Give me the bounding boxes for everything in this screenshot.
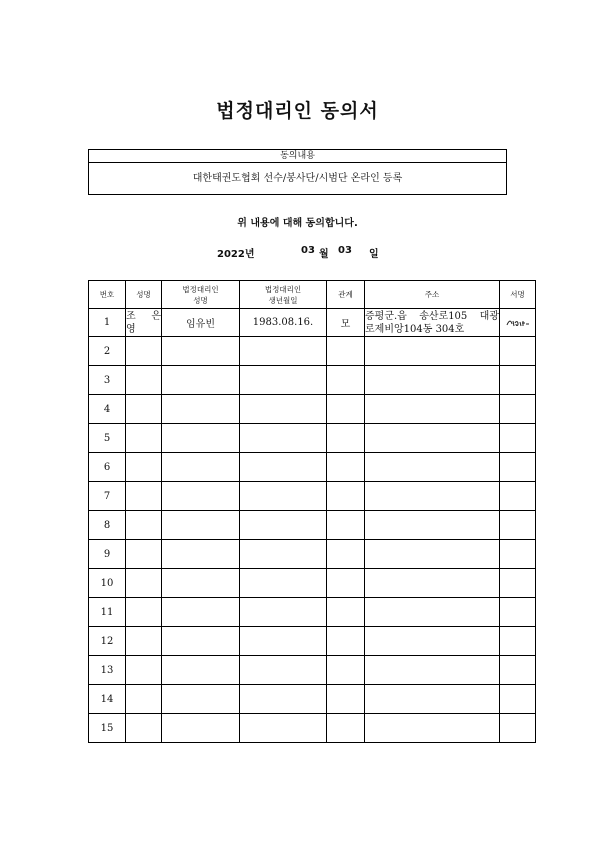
signature-mark [506,318,530,328]
cell-name [126,309,162,337]
table-row [89,714,536,743]
cell-signature[interactable] [500,366,536,395]
cell-signature[interactable] [500,337,536,366]
cell-address[interactable] [365,337,500,366]
consent-heading: 동의내용 [89,150,506,163]
cell-relation[interactable] [327,337,365,366]
cell-no: 2 [89,337,126,366]
table-row [89,540,536,569]
cell-name-line2: 영 [126,323,136,335]
cell-signature[interactable] [500,714,536,743]
cell-guardian-name[interactable] [162,453,240,482]
cell-name[interactable] [126,627,162,656]
cell-relation: 모 [327,309,365,337]
cell-name[interactable] [126,540,162,569]
table-row [89,482,536,511]
cell-signature[interactable] [500,395,536,424]
cell-name[interactable] [126,482,162,511]
cell-relation[interactable] [327,656,365,685]
cell-no: 8 [89,511,126,540]
table-row [89,685,536,714]
cell-guardian-birth[interactable] [240,598,327,627]
cell-guardian-name[interactable] [162,627,240,656]
cell-relation[interactable] [327,627,365,656]
cell-address-line2: 로제비앙104동 304호 [365,323,465,335]
header-guardian-birth [240,281,327,309]
cell-guardian-name: 임유빈 [162,309,240,337]
cell-signature[interactable] [500,598,536,627]
header-name: 성명 [126,281,162,309]
table-row [89,511,536,540]
table-row [89,395,536,424]
cell-name[interactable] [126,366,162,395]
cell-address[interactable] [365,540,500,569]
cell-relation[interactable] [327,714,365,743]
table-row [89,569,536,598]
cell-name-line1: 조 은 [126,310,161,322]
cell-guardian-birth[interactable] [240,569,327,598]
cell-guardian-name[interactable] [162,337,240,366]
cell-guardian-birth[interactable] [240,714,327,743]
cell-no: 1 [89,309,126,337]
date-year: 2022년 [217,249,255,260]
cell-name[interactable] [126,453,162,482]
cell-relation[interactable] [327,598,365,627]
cell-no: 13 [89,656,126,685]
cell-name[interactable] [126,569,162,598]
cell-relation[interactable] [327,511,365,540]
header-relation: 관계 [327,281,365,309]
cell-address[interactable] [365,656,500,685]
agreement-statement: 위 내용에 대해 동의합니다. [237,218,358,229]
cell-relation[interactable] [327,482,365,511]
cell-address[interactable] [365,598,500,627]
consent-box [88,149,507,195]
cell-name[interactable] [126,685,162,714]
cell-guardian-birth[interactable] [240,453,327,482]
table-row [89,627,536,656]
cell-address[interactable] [365,685,500,714]
cell-guardian-birth: 1983.08.16. [240,309,327,337]
cell-signature[interactable] [500,511,536,540]
cell-signature[interactable] [500,540,536,569]
cell-relation[interactable] [327,569,365,598]
cell-address[interactable] [365,424,500,453]
date-day-unit: 일 [369,249,379,260]
cell-name[interactable] [126,395,162,424]
cell-guardian-name[interactable] [162,424,240,453]
cell-guardian-birth[interactable] [240,366,327,395]
cell-relation[interactable] [327,453,365,482]
cell-address [365,309,500,337]
cell-relation[interactable] [327,685,365,714]
header-guardian-name-line1: 법정대리인 [182,284,219,294]
cell-guardian-name[interactable] [162,569,240,598]
header-guardian-birth-line2: 생년월일 [268,295,298,305]
cell-guardian-birth[interactable] [240,540,327,569]
date-day: 03 [338,245,352,256]
cell-guardian-birth[interactable] [240,424,327,453]
cell-signature [500,309,536,337]
cell-no: 4 [89,395,126,424]
cell-no: 11 [89,598,126,627]
cell-no: 9 [89,540,126,569]
cell-no: 14 [89,685,126,714]
table-header-row [89,281,536,309]
cell-guardian-name[interactable] [162,482,240,511]
cell-address[interactable] [365,714,500,743]
cell-relation[interactable] [327,540,365,569]
cell-guardian-name[interactable] [162,366,240,395]
table-row [89,453,536,482]
table-row [89,656,536,685]
cell-address[interactable] [365,511,500,540]
cell-guardian-birth[interactable] [240,685,327,714]
cell-guardian-name[interactable] [162,395,240,424]
cell-address[interactable] [365,627,500,656]
cell-no: 6 [89,453,126,482]
cell-signature[interactable] [500,482,536,511]
cell-address[interactable] [365,395,500,424]
document-title: 법정대리인 동의서 [216,100,379,122]
cell-signature[interactable] [500,453,536,482]
cell-guardian-birth[interactable] [240,482,327,511]
cell-address[interactable] [365,453,500,482]
cell-no: 15 [89,714,126,743]
table-row [89,337,536,366]
cell-signature[interactable] [500,424,536,453]
cell-no: 10 [89,569,126,598]
cell-name[interactable] [126,511,162,540]
cell-guardian-name[interactable] [162,540,240,569]
cell-relation[interactable] [327,366,365,395]
header-no: 번호 [89,281,126,309]
cell-signature[interactable] [500,656,536,685]
table-row [89,309,536,337]
cell-guardian-birth[interactable] [240,627,327,656]
cell-guardian-birth[interactable] [240,395,327,424]
cell-relation[interactable] [327,424,365,453]
header-guardian-birth-line1: 법정대리인 [264,284,302,294]
cell-name[interactable] [126,337,162,366]
cell-guardian-birth[interactable] [240,337,327,366]
table-row [89,598,536,627]
header-guardian-name-line2: 성명 [193,295,208,305]
date-month: 03 [301,245,315,256]
cell-address[interactable] [365,366,500,395]
date-month-unit: 월 [319,249,329,260]
cell-name[interactable] [126,598,162,627]
cell-no: 3 [89,366,126,395]
header-address: 주소 [365,281,500,309]
table-row [89,424,536,453]
cell-relation[interactable] [327,395,365,424]
cell-guardian-name[interactable] [162,656,240,685]
consent-table [88,280,536,743]
cell-signature[interactable] [500,685,536,714]
cell-signature[interactable] [500,627,536,656]
cell-no: 5 [89,424,126,453]
consent-body: 대한태권도협회 선수/봉사단/시범단 온라인 등록 [192,173,403,184]
cell-guardian-birth[interactable] [240,511,327,540]
cell-signature[interactable] [500,569,536,598]
header-guardian-name [162,281,240,309]
cell-name[interactable] [126,714,162,743]
cell-guardian-birth[interactable] [240,656,327,685]
cell-address[interactable] [365,569,500,598]
table-row [89,366,536,395]
cell-guardian-name[interactable] [162,714,240,743]
cell-name[interactable] [126,656,162,685]
cell-guardian-name[interactable] [162,685,240,714]
cell-guardian-name[interactable] [162,598,240,627]
cell-address[interactable] [365,482,500,511]
cell-no: 7 [89,482,126,511]
cell-name[interactable] [126,424,162,453]
header-signature: 서명 [500,281,536,309]
cell-address-line1: 증평군.읍 송산로105 대광 [365,310,499,322]
cell-guardian-name[interactable] [162,511,240,540]
cell-no: 12 [89,627,126,656]
